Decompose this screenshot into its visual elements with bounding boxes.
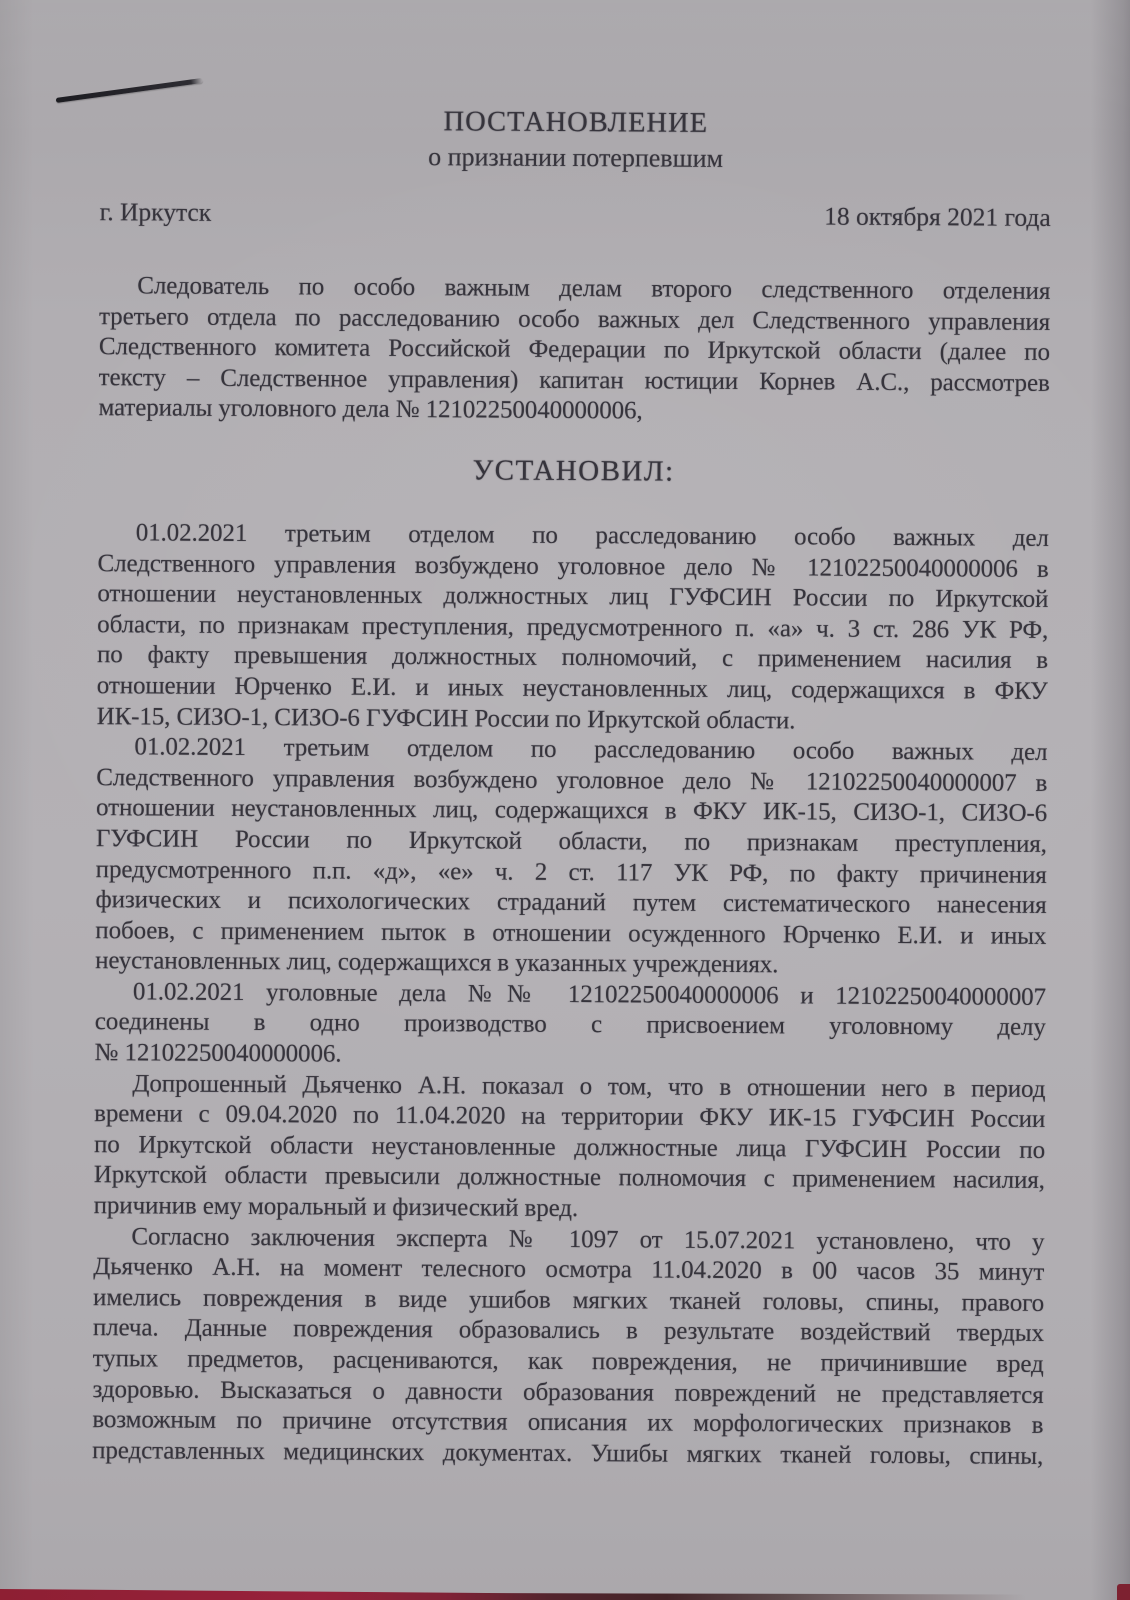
document-body xyxy=(92,0,1052,1472)
text-line: тупых предметов, расцениваются, как повреждения, не причинившие вред xyxy=(92,1345,1044,1378)
text-line: 01.02.2021 третьим отделом по расследованию особо важных дел xyxy=(134,733,1048,767)
text-line: тексту – Следственное управления) капитан юстиции Корнев А.С., рассмотрев xyxy=(98,363,1050,397)
text-line: ГУФСИН России по Иркутской области, по признакам преступления, xyxy=(95,824,1047,858)
text-line: Следственного управления возбуждено уголовное дело № 12102250040000006 в xyxy=(97,549,1049,583)
text-line: Следственного комитета Российской Федерации по Иркутской области (далее по xyxy=(98,333,1050,367)
photo-bottom-right-corner xyxy=(1117,1584,1130,1600)
text-line: по факту превышения должностных полномочий, с применением насилия в xyxy=(96,641,1049,675)
text-line: по Иркутской области неустановленные должностные лица ГУФСИН России по xyxy=(93,1130,1046,1164)
text-line: 01.02.2021 уголовные дела №№ 12102250040000006 и 12102250040000007 xyxy=(132,978,1047,1011)
text-line: времени с 09.04.2020 по 11.04.2020 на территории ФКУ ИК-15 ГУФСИН России xyxy=(94,1100,1046,1134)
body-paragraph-case-006 xyxy=(97,518,1049,738)
text-line: плеча. Данные повреждения образовались в результате воздействий твердых xyxy=(92,1314,1044,1348)
body-paragraph-joined-cases xyxy=(95,977,1047,1075)
text-line: представленных медицинских документах. Ушибы мягких тканей головы, спины, xyxy=(92,1436,1044,1470)
text-line: отношении Юрченко Е.И. и иных неустановленных лиц, содержащихся в ФКУ xyxy=(96,672,1048,705)
body-paragraph-testimony xyxy=(94,1069,1046,1228)
text-line: ИК-15, СИЗО-1, СИЗО-6 ГУФСИН России по Иркутской области. xyxy=(96,702,796,734)
established-heading: УСТАНОВИЛ: xyxy=(472,454,675,488)
document-date: 18 октября 2021 года xyxy=(824,201,1051,232)
text-line: Дьяченко А.Н. на момент телесного осмотра 11.04.2020 в 00 часов 35 минут xyxy=(93,1253,1045,1287)
text-line: имелись повреждения в виде ушибов мягких тканей головы, спины, правого xyxy=(93,1283,1045,1317)
text-line: Следователь по особо важным делам второго следственного отделения xyxy=(137,272,1051,305)
text-line: отношении неустановленных лиц, содержащихся в ФКУ ИК-15, СИЗО-1, СИЗО-6 xyxy=(96,794,1048,828)
text-line: третьего отдела по расследованию особо важных дел Следственного управления xyxy=(99,302,1051,336)
intro-paragraph xyxy=(98,271,1050,430)
text-line: области, по признакам преступления, предусмотренного п. «а» ч. 3 ст. 286 УК РФ, xyxy=(97,610,1049,644)
body-paragraph-expert-report xyxy=(92,1222,1044,1473)
document-subtitle: о признании потерпевшим xyxy=(428,142,724,173)
body-paragraph-case-007 xyxy=(95,732,1047,983)
text-line: причинив ему моральный и физический вред. xyxy=(93,1192,579,1223)
text-line: Согласно заключения эксперта № 1097 от 15.07.2021 установлено, что у xyxy=(131,1222,1045,1256)
text-line: Следственного управления возбуждено уголовное дело № 12102250040000007 в xyxy=(96,763,1048,797)
text-line: физических и психологических страданий путем систематического нанесения xyxy=(95,886,1047,919)
text-line: здоровью. Высказаться о давности образования повреждений не представляется xyxy=(92,1375,1044,1409)
text-line: Иркутской области превысили должностные полномочия с применением насилия, xyxy=(93,1161,1045,1195)
document-title: ПОСТАНОВЛЕНИЕ xyxy=(443,106,709,139)
text-line: № 12102250040000006. xyxy=(94,1039,342,1068)
text-line: соединены в одно производство с присвоением уголовному делу xyxy=(94,1008,1046,1042)
text-line: побоев, с применением пыток в отношении осужденного Юрченко Е.И. и иных xyxy=(95,916,1047,950)
text-line: материалы уголовного дела № 12102250040000006, xyxy=(98,394,643,425)
text-line: предусмотренного п.п. «д», «е» ч. 2 ст. 117 УК РФ, по факту причинения xyxy=(95,855,1047,889)
text-line: отношении неустановленных должностных лиц ГУФСИН России по Иркутской xyxy=(97,580,1049,614)
text-line: неустановленных лиц, содержащихся в указанных учреждениях. xyxy=(95,947,779,979)
text-line: возможным по причине отсутствия описания их морфологических признаков в xyxy=(92,1406,1044,1440)
place-date-row xyxy=(100,197,1051,233)
text-line: 01.02.2021 третьим отделом по расследованию особо важных дел xyxy=(135,519,1049,552)
photo-bottom-table-edge xyxy=(0,1588,1058,1600)
document-place: г. Иркутск xyxy=(99,197,212,227)
text-line: Допрошенный Дьяченко А.Н. показал о том, что в отношении него в период xyxy=(132,1069,1046,1103)
